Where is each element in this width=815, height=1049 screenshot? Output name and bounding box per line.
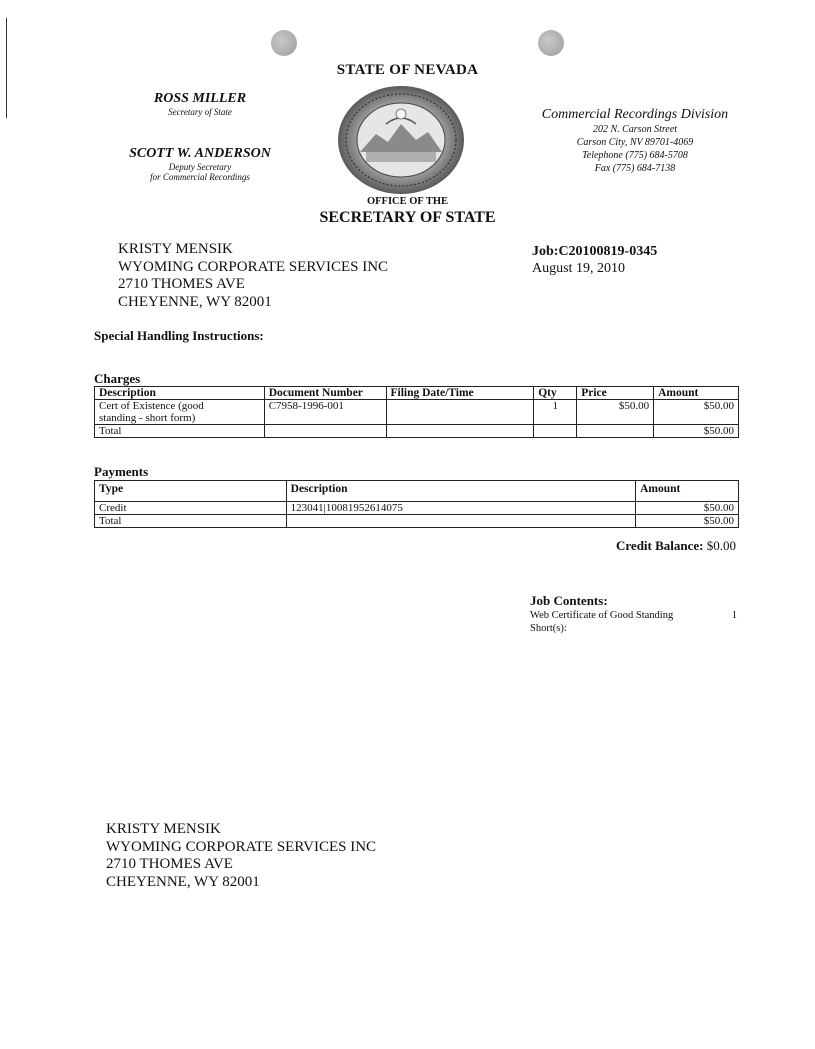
- table-header-row: [95, 387, 739, 400]
- col-description: Description: [95, 387, 265, 400]
- recipient-company: WYOMING CORPORATE SERVICES INC: [118, 258, 389, 275]
- official-scott-anderson: [110, 146, 290, 182]
- col-type: Type: [95, 481, 287, 502]
- cell-total-label: Total: [95, 425, 265, 438]
- division-block: [515, 107, 755, 175]
- charges-table: [94, 386, 739, 438]
- col-amount: Amount: [636, 481, 739, 502]
- cell-price: $50.00: [577, 400, 654, 425]
- job-contents-item-line-2: Short(s):: [530, 623, 567, 634]
- col-filing-date: Filing Date/Time: [386, 387, 534, 400]
- table-total-row: [95, 515, 739, 528]
- official-name: ROSS MILLER: [153, 91, 247, 106]
- credit-balance-value: $0.00: [706, 538, 736, 553]
- job-contents: [530, 593, 745, 635]
- recipient-street: 2710 THOMES AVE: [118, 276, 245, 292]
- description-line-2: standing - short form): [99, 412, 196, 424]
- payments-table: [94, 480, 739, 528]
- cell-empty: [386, 425, 534, 438]
- division-telephone: Telephone (775) 684-5708: [582, 150, 688, 161]
- cell-amount: $50.00: [636, 502, 739, 515]
- charges-title: Charges: [94, 371, 141, 386]
- official-title-2: for Commercial Recordings: [150, 172, 250, 182]
- credit-balance-label: Credit Balance:: [616, 538, 704, 553]
- special-handling-label: Special Handling Instructions:: [94, 328, 264, 343]
- table-row: [95, 502, 739, 515]
- state-title: STATE OF NEVADA: [336, 62, 479, 78]
- job-info: [532, 244, 657, 277]
- official-name: SCOTT W. ANDERSON: [129, 146, 271, 161]
- cell-type: Credit: [95, 502, 287, 515]
- col-description: Description: [286, 481, 635, 502]
- cell-empty: [577, 425, 654, 438]
- payments-title: Payments: [94, 464, 149, 479]
- cell-amount: $50.00: [654, 400, 739, 425]
- description-line-1: Cert of Existence (good: [99, 400, 204, 412]
- cell-empty: [286, 515, 635, 528]
- recipient-street: 2710 THOMES AVE: [106, 856, 233, 872]
- secretary-of-state-heading: SECRETARY OF STATE: [319, 209, 496, 226]
- nevada-state-seal: [336, 84, 466, 196]
- col-price: Price: [577, 387, 654, 400]
- job-contents-item-qty: 1: [731, 610, 737, 621]
- table-row: [95, 400, 739, 425]
- division-street: 202 N. Carson Street: [592, 124, 678, 135]
- col-document-number: Document Number: [264, 387, 386, 400]
- cell-total-amount: $50.00: [654, 425, 739, 438]
- cell-description: [95, 400, 265, 425]
- cell-empty: [264, 425, 386, 438]
- cell-qty: 1: [534, 400, 577, 425]
- table-header-row: [95, 481, 739, 502]
- recipient-name: KRISTY MENSIK: [106, 821, 221, 837]
- cell-empty: [534, 425, 577, 438]
- division-city: Carson City, NV 89701-4069: [576, 137, 694, 148]
- official-title: Deputy Secretary: [168, 162, 232, 172]
- cell-total-label: Total: [95, 515, 287, 528]
- recipient-city: CHEYENNE, WY 82001: [106, 873, 260, 890]
- division-fax: Fax (775) 684-7138: [594, 163, 676, 174]
- office-of-label: OFFICE OF THE: [366, 196, 449, 207]
- recipient-address: [118, 241, 388, 311]
- recipient-company: WYOMING CORPORATE SERVICES INC: [106, 838, 377, 855]
- recipient-name: KRISTY MENSIK: [118, 241, 233, 257]
- table-total-row: [95, 425, 739, 438]
- job-contents-item-line-1: Web Certificate of Good Standing: [530, 610, 674, 621]
- job-id: Job:C20100819-0345: [532, 244, 658, 259]
- job-contents-item: [530, 609, 745, 622]
- credit-balance: [560, 538, 736, 554]
- col-qty: Qty: [534, 387, 577, 400]
- mailing-address: [106, 821, 376, 891]
- cell-description: 123041|10081952614075: [286, 502, 635, 515]
- binder-hole-left: [271, 30, 297, 56]
- official-ross-miller: [110, 91, 290, 117]
- col-amount: Amount: [654, 387, 739, 400]
- recipient-city: CHEYENNE, WY 82001: [118, 293, 272, 310]
- cell-filing-date: [386, 400, 534, 425]
- official-title: Secretary of State: [168, 107, 232, 117]
- cell-total-amount: $50.00: [636, 515, 739, 528]
- job-date: August 19, 2010: [532, 261, 625, 276]
- binder-hole-right: [538, 30, 564, 56]
- job-contents-title: Job Contents:: [530, 593, 608, 608]
- cell-document-number: C7958-1996-001: [264, 400, 386, 425]
- division-name: Commercial Recordings Division: [541, 107, 729, 122]
